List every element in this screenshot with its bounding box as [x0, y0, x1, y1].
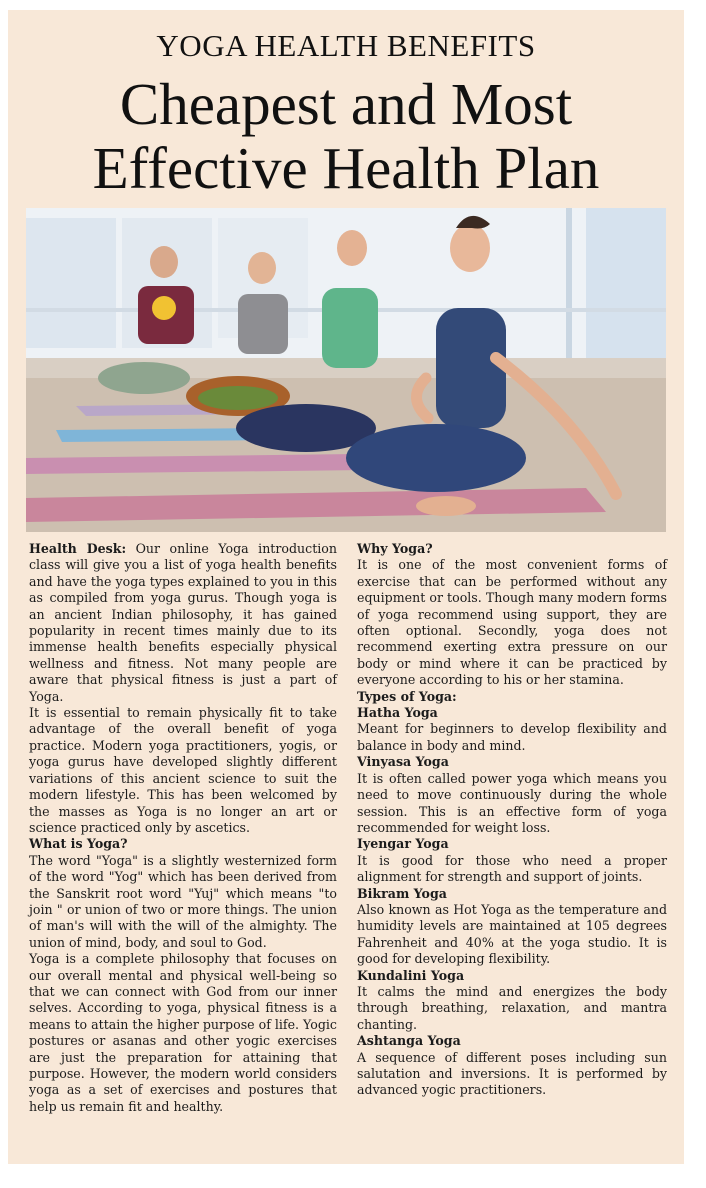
heading-why-yoga: Why Yoga? [357, 541, 433, 556]
type-name: Hatha Yoga [357, 705, 438, 721]
type-name: Kundalini Yoga [357, 967, 465, 983]
type-description: It calms the mind and energizes the body through breathing, relaxation, and mantra chanting. [357, 983, 667, 1032]
headline [8, 72, 684, 200]
paragraph-why-yoga: It is one of the most convenient forms of exercise that can be performed without any equipment or tools. Though many modern forms of yoga recommend using support, they are often optional. Secondly, yoga does not recommend exerting extra pressure on our body or mind where it can be practiced by everyone according to his or her stamina. [357, 557, 667, 688]
right-column [357, 541, 667, 1099]
section-kicker: YOGA HEALTH BENEFITS [156, 28, 536, 63]
yoga-photo-illustration [26, 208, 666, 532]
newspaper-page [8, 10, 684, 1164]
type-description: A sequence of different poses including sun salutation and inversions. It is performed by advanced yogic practitioners. [357, 1049, 667, 1098]
headline-line-2: Effective Health Plan [92, 135, 600, 201]
type-description: Also known as Hot Yoga as the temperature and humidity levels are maintained at 105 degrees Fahrenheit and 40% at the yoga studio. It is good for developing flexibility. [357, 901, 667, 967]
headline-line-1: Cheapest and Most [119, 71, 573, 137]
paragraph-philosophy: Yoga is a complete philosophy that focuses on our overall mental and physical well-being so that we can connect with God from our inner selves. According to yoga, physical fitness is a means to attain the higher purpose of life. Yogic postures or asanas and other yogic exercises are just the preparation for attaining that purpose. However, the modern world considers yoga as a set of exercises and postures that help us remain fit and healthy. [29, 951, 337, 1114]
intro-text: Our online Yoga introduction class will give you a list of yoga health benefits and have the yoga types explained to you in this as compiled from yoga gurus. Though yoga is an ancient Indian philosophy, it has gained popularity in recent times mainly due to its immense health benefits especially physical wellness and fitness. Not many people are aware that physical fitness is just a part of Yoga. [29, 541, 337, 704]
left-column [29, 541, 337, 1115]
type-name: Vinyasa Yoga [357, 754, 449, 770]
paragraph-definition: The word "Yoga" is a slightly westernized form of the word "Yog" which has been derived from the Sanskrit root word "Yuj" which means "to join " or union of two or more things. The union of man's will with the will of the almighty. The union of mind, body, and soul to God. [29, 852, 337, 950]
paragraph-fitness: It is essential to remain physically fit to take advantage of the overall benefit of yoga practice. Modern yoga practitioners, yogis, or yoga gurus have developed slightly different variations of this ancient science to suit the modern lifestyle. This has been welcomed by the masses as Yoga is no longer an art or science practiced only by ascetics. [29, 705, 337, 835]
type-name: Bikram Yoga [357, 885, 447, 901]
heading-types-of-yoga: Types of Yoga: [357, 688, 457, 704]
heading-what-is-yoga: What is Yoga? [29, 836, 128, 852]
type-description: It is good for those who need a proper alignment for strength and support of joints. [357, 852, 667, 885]
type-name: Iyengar Yoga [357, 836, 449, 852]
type-description: It is often called power yoga which means you need to move continuously during the whole session. This is an effective form of yoga recommended for weight loss. [357, 770, 667, 835]
byline-label: Health Desk: [29, 541, 127, 556]
type-description: Meant for beginners to develop flexibility and balance in body and mind. [357, 721, 667, 753]
intro-paragraph [29, 541, 337, 705]
yoga-class-photo [26, 208, 666, 532]
type-name: Ashtanga Yoga [357, 1033, 461, 1049]
